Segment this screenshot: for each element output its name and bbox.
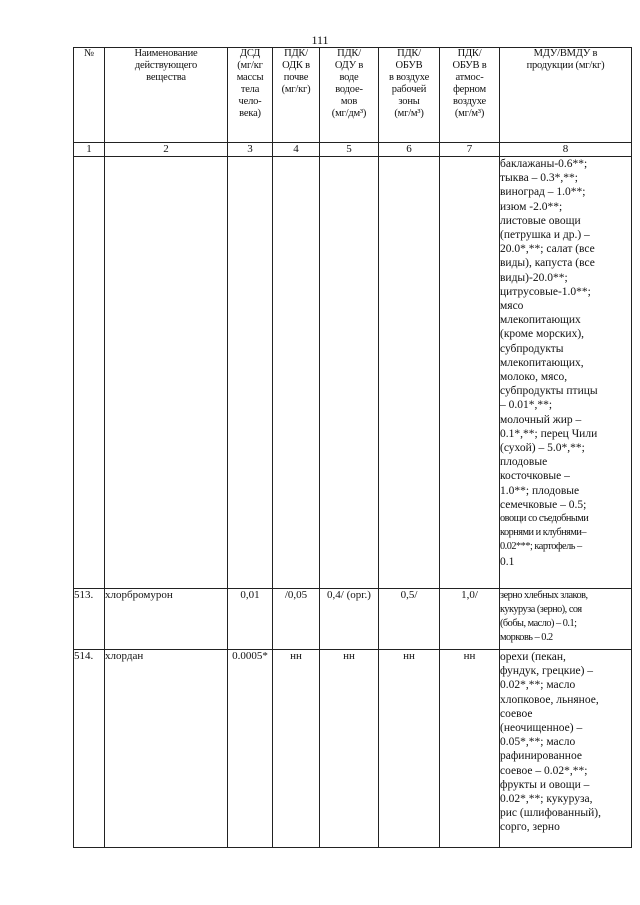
header-atm-air	[440, 48, 500, 143]
header-work-air	[379, 48, 440, 143]
text-line: ПДК/	[284, 48, 308, 59]
column-number: 4	[273, 143, 320, 157]
text-line: (петрушка и др.) –	[500, 229, 590, 242]
work-air-value: 0,5/	[379, 589, 440, 650]
header-soil	[273, 48, 320, 143]
text-line: соевое	[500, 707, 533, 720]
atm-air-value	[440, 157, 500, 589]
text-line: рабочей	[391, 84, 427, 95]
text-line: века)	[239, 108, 261, 119]
column-number: 6	[379, 143, 440, 157]
text-line: ОБУВ	[395, 60, 423, 71]
text-line: зоны	[398, 96, 420, 107]
text-line: корнями и клубнями–	[500, 527, 587, 539]
text-line: хлопковое, льняное,	[500, 693, 599, 706]
header-mdu	[500, 48, 632, 143]
text-line: (мг/кг)	[281, 84, 311, 95]
text-line: баклажаны-0.6**;	[500, 158, 588, 170]
header-substance-name	[105, 48, 228, 143]
column-number: 7	[440, 143, 500, 157]
row-number: 513.	[74, 589, 105, 650]
text-line: мясо	[500, 300, 524, 313]
text-line: продукции (мг/кг)	[526, 60, 605, 71]
substances-table	[73, 47, 632, 848]
table-row	[74, 589, 632, 650]
water-value	[320, 157, 379, 589]
text-line: орехи (пекан,	[500, 651, 566, 663]
text-line: млекопитающих,	[500, 356, 584, 369]
text-line: ДСД	[239, 48, 261, 59]
text-line: ПДК/	[397, 48, 421, 59]
column-number: 1	[74, 143, 105, 157]
column-number: 8	[500, 143, 632, 157]
text-line: рис (шлифованный),	[500, 807, 601, 820]
text-line: 0.02***; картофель –	[500, 541, 582, 553]
text-line: ферном	[453, 84, 486, 95]
atm-air-value: нн	[440, 650, 500, 848]
text-line: действующего	[134, 60, 198, 71]
text-line: кукуруза (зерно), соя	[500, 604, 582, 615]
text-line: (бобы, масло) – 0.1;	[500, 618, 577, 629]
text-line: ПДК/	[457, 48, 482, 59]
row-number	[74, 157, 105, 589]
substance-name: хлордан	[105, 650, 228, 848]
text-line: сорго, зерно	[500, 821, 560, 834]
water-value: 0,4/ (орг.)	[320, 589, 379, 650]
text-line: плодовые	[500, 456, 548, 469]
text-line: (мг/дм³)	[331, 108, 367, 119]
text-line: чело-	[238, 96, 262, 107]
header-water	[320, 48, 379, 143]
table-row	[74, 650, 632, 848]
dsd-value: 0,01	[228, 589, 273, 650]
column-number: 3	[228, 143, 273, 157]
text-line: тыква – 0.3*,**;	[500, 172, 578, 185]
text-line: (кроме морских),	[500, 328, 585, 341]
dsd-value	[228, 157, 273, 589]
text-line: 1.0**; плодовые	[500, 484, 580, 497]
water-value: нн	[320, 650, 379, 848]
text-line: (мг/м³)	[454, 108, 485, 119]
text-line: почве	[283, 72, 309, 83]
header-number	[74, 48, 105, 143]
text-line: 0.02*,**; масло	[500, 679, 576, 692]
text-line: водое-	[335, 84, 363, 95]
text-line: в воздухе	[388, 72, 430, 83]
column-number: 2	[105, 143, 228, 157]
column-number: 5	[320, 143, 379, 157]
text-line: цитрусовые-1.0**;	[500, 285, 591, 298]
text-line: виды), капуста (все	[500, 257, 595, 270]
text-line: субпродукты птицы	[500, 385, 598, 398]
text-line: субпродукты	[500, 342, 564, 355]
mdu-value	[500, 650, 632, 848]
text-line: зерно хлебных злаков,	[500, 590, 588, 601]
dsd-value: 0.0005*	[228, 650, 273, 848]
text-line: морковь – 0.2	[500, 632, 553, 643]
text-line: ПДК/	[337, 48, 361, 59]
text-line: Наименование	[134, 48, 198, 59]
mdu-value	[500, 589, 632, 650]
soil-value: /0,05	[273, 589, 320, 650]
text-line: ОДК в	[282, 60, 310, 71]
substance-name: хлорбромурон	[105, 589, 228, 650]
text-line: ОБУВ в	[452, 60, 487, 71]
text-line: вещества	[146, 72, 186, 83]
text-line: атмос-	[455, 72, 484, 83]
page-number: 111	[311, 33, 329, 47]
substance-name	[105, 157, 228, 589]
row-number: 514.	[74, 650, 105, 848]
atm-air-value: 1,0/	[440, 589, 500, 650]
text-line: овощи со съедобными	[500, 513, 589, 525]
text-line: 0.1	[500, 555, 515, 568]
text-line: соевое – 0.02*,**;	[500, 764, 588, 777]
text-line: воздухе	[453, 96, 486, 107]
text-line: виды)-20.0**;	[500, 271, 568, 284]
text-line: (неочищенное) –	[500, 722, 583, 735]
text-line: массы	[236, 72, 264, 83]
text-line: – 0.01*,**;	[500, 399, 553, 412]
text-line: (мг/кг	[237, 60, 263, 71]
text-line: воде	[339, 72, 359, 83]
text-line: молоко, мясо,	[500, 371, 568, 384]
text-line: листовые овощи	[500, 214, 581, 227]
soil-value: нн	[273, 650, 320, 848]
text-line: МДУ/ВМДУ в	[533, 48, 598, 59]
text-line: изюм -2.0**;	[500, 200, 563, 213]
table-row	[74, 157, 632, 589]
text-line: (мг/м³)	[394, 108, 424, 119]
soil-value	[273, 157, 320, 589]
text-line: тела	[240, 84, 260, 95]
work-air-value: нн	[379, 650, 440, 848]
text-line: фундук, грецкие) –	[500, 665, 594, 678]
text-line: косточковые –	[500, 470, 570, 483]
text-line: мов	[340, 96, 358, 107]
text-line: 0.05*,**; масло	[500, 736, 576, 749]
text-line: фрукты и овощи –	[500, 778, 590, 791]
text-line: молочный жир –	[500, 413, 582, 426]
text-line: млекопитающих	[500, 314, 581, 327]
text-line: 0.1*,**; перец Чили	[500, 427, 598, 440]
column-number-row	[74, 143, 632, 157]
text-line: 0.02*,**; кукуруза,	[500, 793, 593, 806]
header-dsd	[228, 48, 273, 143]
text-line: семечковые – 0.5;	[500, 498, 587, 511]
text-line: №	[84, 48, 94, 59]
text-line: ОДУ в	[334, 60, 364, 71]
text-line: (сухой) – 5.0*,**;	[500, 442, 585, 455]
text-line: рафинированное	[500, 750, 582, 763]
text-line: 20.0*,**; салат (все	[500, 243, 595, 256]
text-line: виноград – 1.0**;	[500, 186, 586, 199]
mdu-value	[500, 157, 632, 589]
work-air-value	[379, 157, 440, 589]
